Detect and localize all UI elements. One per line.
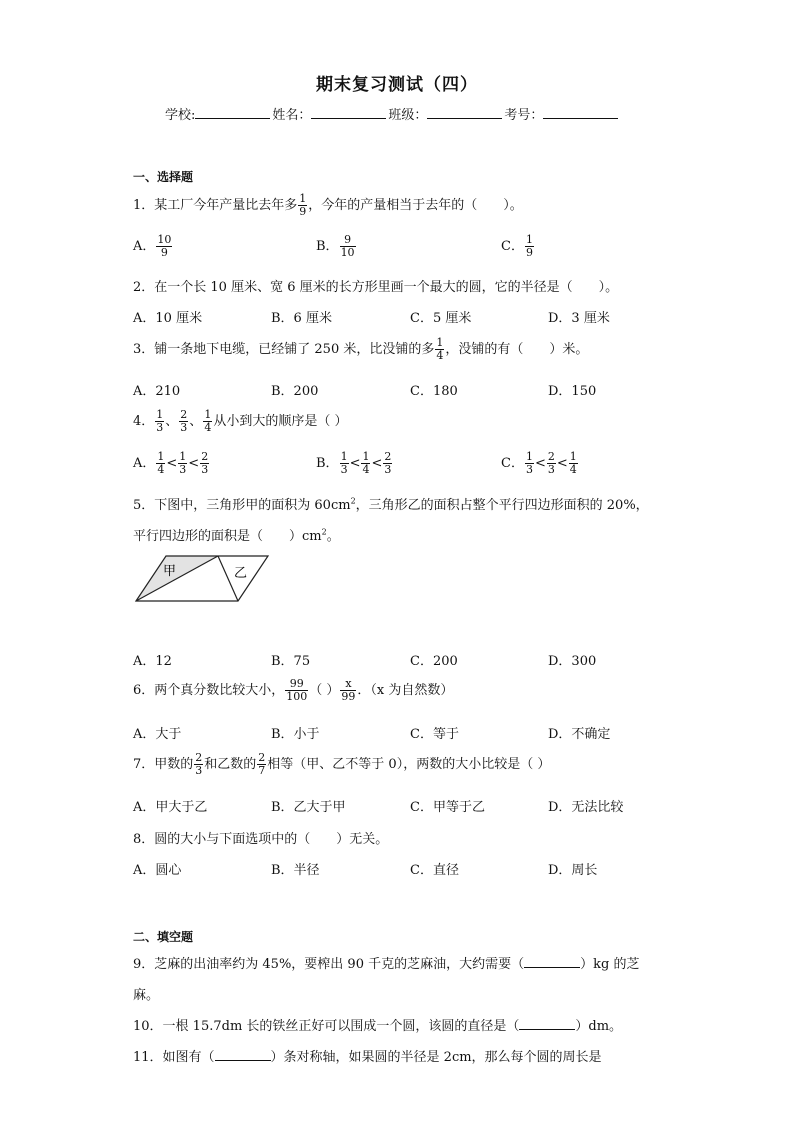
number-label: 考号： bbox=[504, 108, 544, 123]
q4-option-a[interactable]: A． $\frac{1}{4}$ < $\frac{1}{3}$ < $\frac{2}{3}$ bbox=[133, 450, 209, 476]
parallelogram-figure bbox=[130, 552, 275, 607]
class-blank[interactable] bbox=[427, 106, 502, 119]
q8-option-c[interactable]: C．直径 bbox=[410, 863, 459, 878]
q7-option-d[interactable]: D．无法比较 bbox=[548, 800, 624, 815]
name-blank[interactable] bbox=[311, 106, 386, 119]
question-1 bbox=[133, 193, 523, 218]
name-label: 姓名： bbox=[272, 108, 312, 123]
q7-option-b[interactable]: B．乙大于甲 bbox=[271, 800, 346, 815]
q3-option-b[interactable]: B．200 bbox=[271, 384, 319, 399]
q2-option-c[interactable]: C．5 厘米 bbox=[410, 311, 472, 326]
q3-option-a[interactable]: A．210 bbox=[133, 384, 181, 399]
label-jia: 甲 bbox=[163, 564, 177, 579]
question-11: 11．如图有（ ）条对称轴，如果圆的半径是 2cm，那么每个圆的周长是 bbox=[133, 1050, 602, 1065]
q1-option-c[interactable]: C． $\frac{1}{9}$ bbox=[501, 233, 533, 259]
question-9: 9．芝麻的出油率约为 45%，要榨出 90 千克的芝麻油，大约需要（ ）kg 的芝 bbox=[133, 957, 640, 972]
q3-option-d[interactable]: D．150 bbox=[548, 384, 597, 399]
q7-option-a[interactable]: A．甲大于乙 bbox=[133, 800, 208, 815]
question-2: 2．在一个长 10 厘米、宽 6 厘米的长方形里画一个最大的圆，它的半径是（ ）。 bbox=[133, 280, 619, 295]
q4-option-c[interactable]: C． $\frac{1}{3}$ < $\frac{2}{3}$ < $\frac{1}{4}$ bbox=[501, 450, 577, 476]
question-5-line1: 5．下图中，三角形甲的面积为 $60cm^2$，三角形乙的面积占整个平行四边形面积的 20%， bbox=[133, 496, 649, 513]
q9-answer-blank[interactable] bbox=[524, 955, 580, 968]
q1-text-end: ，今年的产量相当于去年的（ ）。 bbox=[308, 198, 523, 213]
q6-option-d[interactable]: D．不确定 bbox=[548, 727, 611, 742]
number-blank[interactable] bbox=[543, 106, 618, 119]
q8-option-a[interactable]: A．圆心 bbox=[133, 863, 182, 878]
label-yi: 乙 bbox=[234, 566, 248, 581]
student-info-line bbox=[165, 104, 620, 123]
page-title: 期末复习测试（四） bbox=[316, 75, 478, 95]
question-9-line2: 麻。 bbox=[133, 988, 160, 1003]
q2-option-b[interactable]: B．6 厘米 bbox=[271, 311, 332, 326]
q1-option-b[interactable]: B． $\frac{9}{10}$ bbox=[316, 233, 355, 259]
q7-option-c[interactable]: C．甲等于乙 bbox=[410, 800, 485, 815]
q6-option-b[interactable]: B．小于 bbox=[271, 727, 320, 742]
question-7: 7．甲数的 $\frac{2}{3}$ 和乙数的 $\frac{2}{7}$ 相等（甲、乙不等于 0），两数的大小比较是（ ） bbox=[133, 751, 551, 777]
q8-option-d[interactable]: D．周长 bbox=[548, 863, 598, 878]
question-6: 6．两个真分数比较大小， $\frac{99}{100}$ （ ） $\frac{x}{99}$ ．（x 为自然数） bbox=[133, 677, 454, 703]
q10-answer-blank[interactable] bbox=[519, 1017, 575, 1030]
q8-option-b[interactable]: B．半径 bbox=[271, 863, 320, 878]
q5-option-b[interactable]: B．75 bbox=[271, 654, 311, 669]
q11-answer-blank[interactable] bbox=[215, 1048, 271, 1061]
question-5-line2: 平行四边形的面积是（ ）$cm^2$。 bbox=[133, 527, 340, 544]
q6-option-c[interactable]: C．等于 bbox=[410, 727, 459, 742]
q3-option-c[interactable]: C．180 bbox=[410, 384, 458, 399]
q1-fraction: $\frac{1}{9}$ bbox=[299, 192, 307, 218]
q5-option-c[interactable]: C．200 bbox=[410, 654, 458, 669]
question-10: 10．一根 15.7dm 长的铁丝正好可以围成一个圆，该圆的直径是（ ）dm。 bbox=[133, 1019, 623, 1034]
q5-option-d[interactable]: D．300 bbox=[548, 654, 597, 669]
q1-text: 1．某工厂今年产量比去年多 bbox=[133, 198, 298, 213]
question-3: 3．铺一条地下电缆，已经铺了 250 米，比没铺的多 $\frac{1}{4}$ ，没铺的有（ ）米。 bbox=[133, 336, 589, 362]
class-label: 班级： bbox=[388, 108, 428, 123]
q1-option-a[interactable]: A． $\frac{10}{9}$ bbox=[133, 233, 172, 259]
q6-option-a[interactable]: A．大于 bbox=[133, 727, 182, 742]
section-choice-heading: 一、选择题 bbox=[133, 170, 194, 184]
school-label: 学校: bbox=[165, 108, 196, 123]
q5-option-a[interactable]: A．12 bbox=[133, 654, 172, 669]
q3-fraction: $\frac{1}{4}$ bbox=[436, 336, 444, 362]
q2-option-d[interactable]: D．3 厘米 bbox=[548, 311, 610, 326]
q4-option-b[interactable]: B． $\frac{1}{3}$ < $\frac{1}{4}$ < $\frac{2}{3}$ bbox=[316, 450, 392, 476]
question-8: 8．圆的大小与下面选项中的（ ）无关。 bbox=[133, 832, 389, 847]
question-4: 4． $\frac{1}{3}$ 、 $\frac{2}{3}$ 、 $\frac{1}{4}$ 从小到大的顺序是（ ） bbox=[133, 408, 348, 434]
school-blank[interactable] bbox=[195, 106, 270, 119]
section-fill-heading: 二、填空题 bbox=[133, 930, 194, 944]
q2-option-a[interactable]: A．10 厘米 bbox=[133, 311, 203, 326]
